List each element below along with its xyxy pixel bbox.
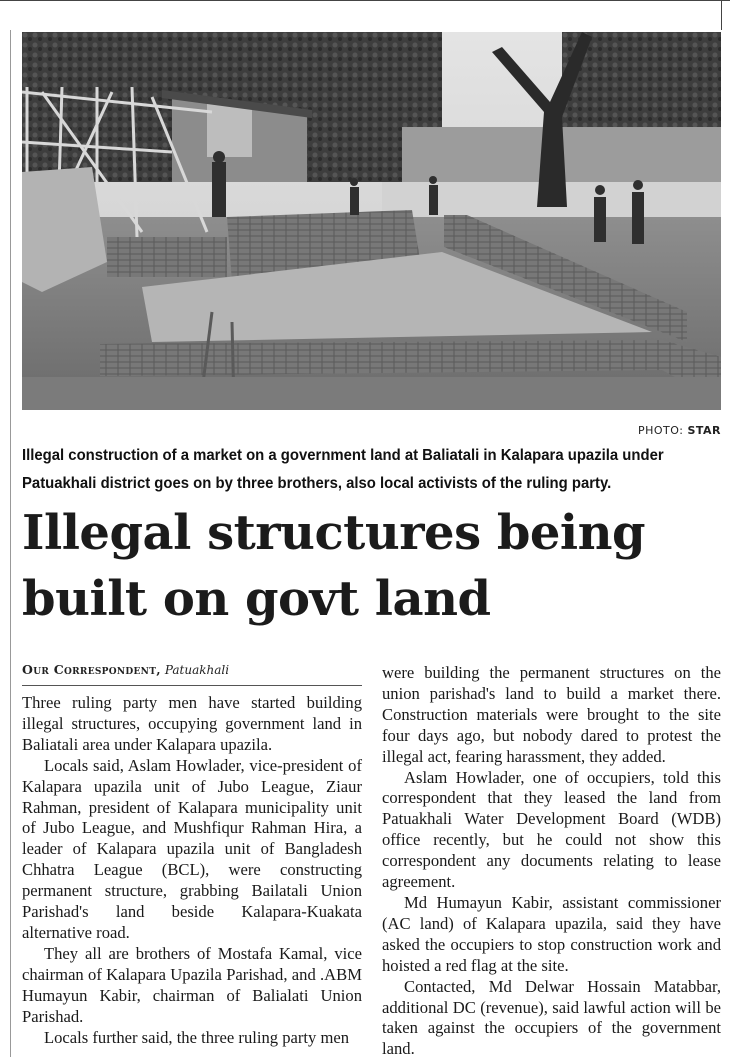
photo-credit-label: PHOTO: (637, 424, 684, 437)
paragraph: Locals said, Aslam Howlader, vice-president of Kalapara upazila unit of Jubo League, Ziaur Rahman, president of Kalapara municipality unit of Jubo League, and Mushfiqur Rahman Hira, a leader of Kalapara upazila unit of Bangladesh Chhatra League (BCL), were constructing permanent structure, grabbing Bailatali Union Parishad's land beside Kalapara-Kuakata alternative road. (22, 755, 362, 942)
frame-edge (721, 0, 722, 30)
headline: Illegal structures being built on govt land (22, 505, 646, 627)
paragraph: They all are brothers of Mostafa Kamal, vice chairman of Kalapara Upazila Parishad, and .ABM Humayun Kabir, chairman of Balialati Union Parishad. (22, 943, 362, 1026)
paragraph: Locals further said, the three ruling party men (44, 1027, 350, 1047)
photo-credit-source: STAR (687, 424, 721, 437)
photo-credit (638, 424, 721, 437)
top-border (0, 0, 730, 1)
paragraph: Contacted, Md Delwar Hossain Matabbar, additional DC (revenue), said lawful action will be taken against the occupiers of the government land. (382, 976, 721, 1059)
paragraph: Md Humayun Kabir, assistant commissioner (AC land) of Kalapara upazila, said they have asked the occupiers to stop construction work and hoisted a red flag at the site. (382, 892, 721, 975)
byline-correspondent: Our Correspondent, (22, 662, 161, 677)
photo-caption: Illegal construction of a market on a government land at Baliatali in Kalapara upazila under Patuakhali district goes on by three brothers, also local activists of the ruling party. (22, 447, 664, 492)
paragraph: were building the permanent structures on the union parishad's land to build a market there. Construction materials were brought to the site four days ago, but nobody dared to protest the illegal act, fearing harassment, they added. (382, 663, 721, 766)
article-column-2 (382, 663, 721, 1060)
news-photo (22, 32, 721, 410)
byline-place: Patuakhali (164, 663, 230, 677)
column-rule (10, 30, 11, 1057)
byline (22, 662, 229, 677)
article-column-1 (22, 693, 362, 1048)
paragraph: Three ruling party men have started building illegal structures, occupying government land in Baliatali area under Kalapara upazila. (22, 693, 362, 754)
paragraph: Aslam Howlader, one of occupiers, told this correspondent that they leased the land from Patuakhali Water Development Board (WDB) office recently, but he could not show this correspondent any documents relating to lease agreement. (382, 767, 721, 892)
byline-divider (22, 685, 362, 686)
